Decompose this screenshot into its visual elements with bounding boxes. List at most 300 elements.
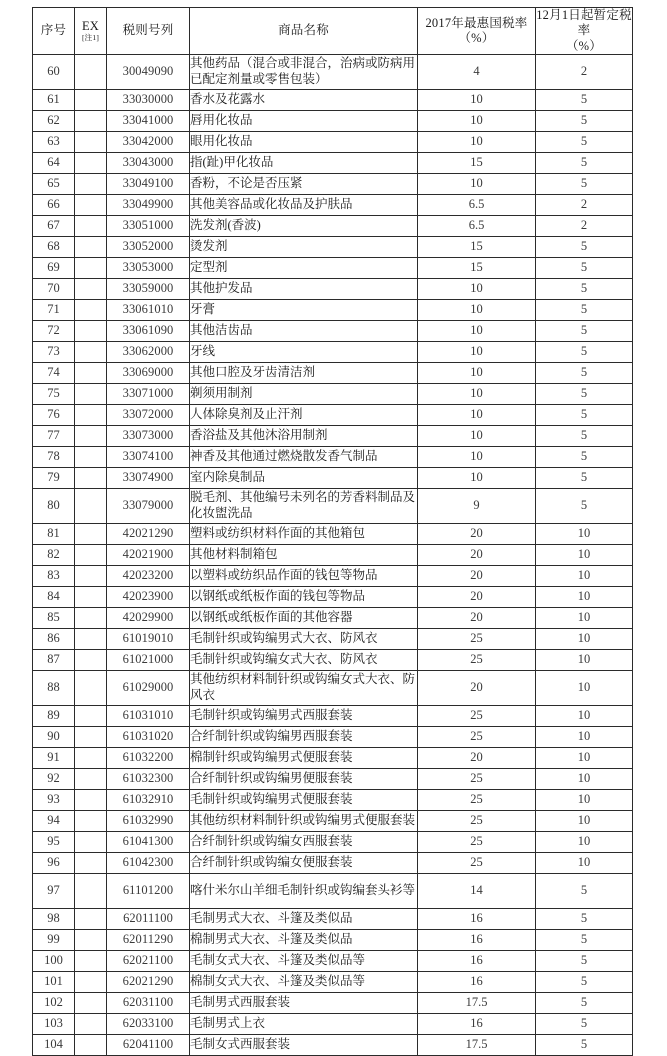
cell-product-name: 棉制男式大衣、斗篷及类似品 [190,929,418,950]
cell-tariff-code: 61032910 [107,789,190,810]
cell-rate-december: 5 [536,257,633,278]
cell-product-name: 洗发剂(香波) [190,215,418,236]
table-row [33,257,633,278]
table-row [33,992,633,1013]
cell-tariff-code: 61029000 [107,670,190,705]
cell-sequence-number: 85 [33,607,75,628]
cell-tariff-code: 33079000 [107,488,190,523]
cell-ex-flag [75,236,107,257]
cell-rate-2017: 10 [418,404,536,425]
cell-rate-december: 10 [536,747,633,768]
cell-tariff-code: 33043000 [107,152,190,173]
cell-rate-december: 5 [536,110,633,131]
cell-rate-december: 10 [536,544,633,565]
table-row [33,950,633,971]
table-row [33,89,633,110]
cell-sequence-number: 87 [33,649,75,670]
cell-ex-flag [75,929,107,950]
cell-product-name: 喀什米尔山羊细毛制针织或钩编套头衫等 [190,873,418,908]
cell-rate-2017: 16 [418,908,536,929]
cell-rate-2017: 10 [418,425,536,446]
cell-rate-2017: 9 [418,488,536,523]
cell-sequence-number: 97 [33,873,75,908]
column-header-seq [33,8,75,55]
cell-tariff-code: 33062000 [107,341,190,362]
table-row [33,54,633,89]
table-row [33,1034,633,1055]
cell-tariff-code: 61042300 [107,852,190,873]
cell-tariff-code: 62011100 [107,908,190,929]
table-row [33,705,633,726]
cell-sequence-number: 92 [33,768,75,789]
cell-tariff-code: 33071000 [107,383,190,404]
cell-ex-flag [75,544,107,565]
table-row [33,565,633,586]
column-header-rate-2017 [418,8,536,55]
cell-product-name: 指(趾)甲化妆品 [190,152,418,173]
cell-ex-flag [75,565,107,586]
cell-rate-2017: 10 [418,341,536,362]
table-row [33,362,633,383]
table-row [33,110,633,131]
cell-ex-flag [75,908,107,929]
cell-rate-2017: 6.5 [418,194,536,215]
cell-product-name: 合纤制针织或钩编男西服套装 [190,726,418,747]
cell-tariff-code: 33053000 [107,257,190,278]
cell-rate-2017: 25 [418,768,536,789]
cell-ex-flag [75,320,107,341]
cell-ex-flag [75,341,107,362]
table-row [33,404,633,425]
cell-product-name: 塑料或纺织材料作面的其他箱包 [190,523,418,544]
cell-rate-december: 5 [536,971,633,992]
cell-product-name: 毛制男式上衣 [190,1013,418,1034]
column-header-code [107,8,190,55]
cell-product-name: 其他纺织材料制针织或钩编男式便服套装 [190,810,418,831]
cell-tariff-code: 33059000 [107,278,190,299]
cell-sequence-number: 94 [33,810,75,831]
cell-sequence-number: 99 [33,929,75,950]
cell-ex-flag [75,607,107,628]
cell-rate-december: 10 [536,607,633,628]
cell-ex-flag [75,523,107,544]
cell-product-name: 其他护发品 [190,278,418,299]
cell-product-name: 脱毛剂、其他编号未列名的芳香料制品及化妆盥洗品 [190,488,418,523]
cell-sequence-number: 78 [33,446,75,467]
cell-rate-2017: 14 [418,873,536,908]
cell-rate-december: 10 [536,670,633,705]
cell-rate-december: 5 [536,320,633,341]
cell-rate-december: 5 [536,488,633,523]
cell-tariff-code: 33041000 [107,110,190,131]
cell-sequence-number: 90 [33,726,75,747]
cell-ex-flag [75,425,107,446]
cell-ex-flag [75,488,107,523]
cell-tariff-code: 33073000 [107,425,190,446]
cell-product-name: 其他纺织材料制针织或钩编女式大衣、防风衣 [190,670,418,705]
cell-tariff-code: 61101200 [107,873,190,908]
cell-rate-december: 5 [536,131,633,152]
table-row [33,467,633,488]
cell-rate-2017: 16 [418,950,536,971]
cell-product-name: 唇用化妆品 [190,110,418,131]
cell-rate-december: 10 [536,586,633,607]
table-row [33,488,633,523]
cell-rate-december: 5 [536,152,633,173]
cell-ex-flag [75,362,107,383]
cell-sequence-number: 101 [33,971,75,992]
cell-sequence-number: 83 [33,565,75,586]
cell-rate-2017: 10 [418,278,536,299]
cell-product-name: 毛制女式大衣、斗篷及类似品等 [190,950,418,971]
cell-tariff-code: 61031010 [107,705,190,726]
cell-rate-december: 10 [536,852,633,873]
cell-rate-december: 10 [536,565,633,586]
cell-product-name: 香粉，不论是否压紧 [190,173,418,194]
cell-rate-2017: 15 [418,152,536,173]
cell-rate-2017: 16 [418,929,536,950]
cell-ex-flag [75,831,107,852]
cell-rate-december: 5 [536,89,633,110]
cell-rate-2017: 20 [418,670,536,705]
cell-ex-flag [75,810,107,831]
cell-sequence-number: 60 [33,54,75,89]
cell-sequence-number: 72 [33,320,75,341]
cell-tariff-code: 61021000 [107,649,190,670]
cell-rate-december: 5 [536,278,633,299]
cell-sequence-number: 103 [33,1013,75,1034]
cell-sequence-number: 65 [33,173,75,194]
cell-tariff-code: 61032300 [107,768,190,789]
cell-rate-december: 5 [536,1034,633,1055]
cell-sequence-number: 95 [33,831,75,852]
cell-sequence-number: 86 [33,628,75,649]
cell-ex-flag [75,586,107,607]
column-header-ex-note: [注1] [81,33,100,43]
column-header-ex-label: EX [81,19,100,34]
cell-ex-flag [75,257,107,278]
cell-rate-december: 5 [536,929,633,950]
cell-ex-flag [75,131,107,152]
table-row [33,194,633,215]
cell-ex-flag [75,747,107,768]
table-row [33,726,633,747]
table-row [33,299,633,320]
column-header-code-label: 税则号列 [122,23,174,38]
cell-ex-flag [75,873,107,908]
cell-ex-flag [75,173,107,194]
cell-sequence-number: 82 [33,544,75,565]
cell-ex-flag [75,110,107,131]
cell-rate-december: 10 [536,789,633,810]
cell-rate-2017: 16 [418,971,536,992]
cell-ex-flag [75,649,107,670]
cell-product-name: 牙膏 [190,299,418,320]
cell-ex-flag [75,194,107,215]
cell-rate-2017: 17.5 [418,992,536,1013]
cell-ex-flag [75,467,107,488]
cell-rate-december: 5 [536,173,633,194]
cell-ex-flag [75,768,107,789]
cell-ex-flag [75,299,107,320]
cell-sequence-number: 71 [33,299,75,320]
cell-ex-flag [75,971,107,992]
cell-rate-december: 5 [536,446,633,467]
cell-product-name: 合纤制针织或钩编女西服套装 [190,831,418,852]
cell-rate-december: 10 [536,831,633,852]
cell-rate-2017: 10 [418,362,536,383]
cell-rate-december: 5 [536,299,633,320]
table-row [33,341,633,362]
cell-ex-flag [75,852,107,873]
cell-rate-december: 5 [536,362,633,383]
cell-sequence-number: 66 [33,194,75,215]
cell-product-name: 烫发剂 [190,236,418,257]
cell-sequence-number: 63 [33,131,75,152]
cell-ex-flag [75,404,107,425]
cell-ex-flag [75,705,107,726]
cell-rate-2017: 20 [418,586,536,607]
cell-tariff-code: 62033100 [107,1013,190,1034]
cell-product-name: 以钢纸或纸板作面的钱包等物品 [190,586,418,607]
cell-sequence-number: 91 [33,747,75,768]
cell-sequence-number: 68 [33,236,75,257]
cell-rate-2017: 20 [418,544,536,565]
table-row [33,908,633,929]
cell-rate-2017: 16 [418,1013,536,1034]
cell-product-name: 其他药品（混合或非混合，治病或防病用已配定剂量或零售包装） [190,54,418,89]
table-row [33,971,633,992]
cell-ex-flag [75,278,107,299]
cell-ex-flag [75,1013,107,1034]
cell-product-name: 室内除臭制品 [190,467,418,488]
cell-product-name: 合纤制针织或钩编女便服套装 [190,852,418,873]
column-header-rate-2017-unit: （%） [458,30,495,45]
cell-sequence-number: 80 [33,488,75,523]
cell-rate-2017: 10 [418,131,536,152]
table-row [33,278,633,299]
table-row [33,152,633,173]
table-row [33,628,633,649]
cell-ex-flag [75,670,107,705]
column-header-ex [75,8,107,55]
cell-sequence-number: 73 [33,341,75,362]
cell-tariff-code: 62041100 [107,1034,190,1055]
cell-tariff-code: 30049090 [107,54,190,89]
column-header-rate-2017-label: 2017年最惠国税率 [425,15,528,30]
cell-rate-december: 5 [536,425,633,446]
cell-product-name: 毛制男式西服套装 [190,992,418,1013]
cell-rate-december: 5 [536,383,633,404]
cell-tariff-code: 33052000 [107,236,190,257]
cell-ex-flag [75,789,107,810]
cell-rate-2017: 25 [418,810,536,831]
table-row [33,607,633,628]
cell-ex-flag [75,54,107,89]
cell-rate-2017: 10 [418,320,536,341]
cell-sequence-number: 75 [33,383,75,404]
cell-sequence-number: 88 [33,670,75,705]
cell-rate-2017: 10 [418,383,536,404]
cell-rate-december: 10 [536,649,633,670]
cell-rate-2017: 25 [418,628,536,649]
column-header-rate-dec [536,8,633,55]
cell-product-name: 其他材料制箱包 [190,544,418,565]
cell-tariff-code: 61032200 [107,747,190,768]
table-row [33,446,633,467]
cell-rate-december: 5 [536,236,633,257]
table-row [33,425,633,446]
cell-tariff-code: 33042000 [107,131,190,152]
cell-rate-december: 10 [536,768,633,789]
cell-rate-2017: 20 [418,747,536,768]
cell-rate-december: 10 [536,628,633,649]
cell-rate-2017: 10 [418,89,536,110]
cell-sequence-number: 74 [33,362,75,383]
cell-tariff-code: 61031020 [107,726,190,747]
cell-rate-2017: 10 [418,299,536,320]
cell-product-name: 合纤制针织或钩编男便服套装 [190,768,418,789]
cell-rate-december: 5 [536,1013,633,1034]
cell-rate-2017: 10 [418,446,536,467]
cell-tariff-code: 42021290 [107,523,190,544]
cell-tariff-code: 33049900 [107,194,190,215]
table-row [33,215,633,236]
cell-rate-2017: 25 [418,852,536,873]
cell-rate-2017: 15 [418,257,536,278]
cell-sequence-number: 61 [33,89,75,110]
cell-product-name: 毛制针织或钩编女式大衣、防风衣 [190,649,418,670]
cell-product-name: 定型剂 [190,257,418,278]
cell-product-name: 剃须用制剂 [190,383,418,404]
cell-product-name: 棉制女式大衣、斗篷及类似品等 [190,971,418,992]
cell-ex-flag [75,992,107,1013]
cell-tariff-code: 42023200 [107,565,190,586]
cell-product-name: 其他洁齿品 [190,320,418,341]
cell-sequence-number: 98 [33,908,75,929]
column-header-rate-dec-label: 12月1日起暂定税率 [536,8,632,38]
column-header-name-label: 商品名称 [278,23,329,38]
table-row [33,649,633,670]
cell-sequence-number: 96 [33,852,75,873]
cell-ex-flag [75,215,107,236]
table-row [33,383,633,404]
cell-rate-2017: 10 [418,173,536,194]
cell-rate-2017: 10 [418,467,536,488]
table-row [33,831,633,852]
cell-rate-december: 10 [536,726,633,747]
cell-product-name: 毛制针织或钩编男式大衣、防风衣 [190,628,418,649]
cell-rate-2017: 25 [418,726,536,747]
cell-ex-flag [75,726,107,747]
cell-sequence-number: 84 [33,586,75,607]
cell-tariff-code: 42029900 [107,607,190,628]
table-row [33,544,633,565]
table-row [33,236,633,257]
cell-sequence-number: 89 [33,705,75,726]
cell-sequence-number: 62 [33,110,75,131]
cell-product-name: 其他口腔及牙齿清洁剂 [190,362,418,383]
cell-tariff-code: 62031100 [107,992,190,1013]
cell-rate-2017: 6.5 [418,215,536,236]
cell-product-name: 毛制针织或钩编男式便服套装 [190,789,418,810]
table-row [33,586,633,607]
table-row [33,852,633,873]
cell-rate-december: 10 [536,523,633,544]
cell-sequence-number: 77 [33,425,75,446]
table-row [33,789,633,810]
cell-rate-december: 5 [536,873,633,908]
cell-product-name: 牙线 [190,341,418,362]
cell-sequence-number: 81 [33,523,75,544]
cell-sequence-number: 69 [33,257,75,278]
cell-tariff-code: 33051000 [107,215,190,236]
cell-tariff-code: 62011290 [107,929,190,950]
cell-product-name: 神香及其他通过燃烧散发香气制品 [190,446,418,467]
tariff-table [32,7,633,1056]
cell-ex-flag [75,383,107,404]
cell-rate-december: 10 [536,705,633,726]
cell-rate-december: 2 [536,215,633,236]
cell-tariff-code: 33030000 [107,89,190,110]
table-row [33,1013,633,1034]
cell-ex-flag [75,628,107,649]
cell-product-name: 毛制男式大衣、斗篷及类似品 [190,908,418,929]
cell-sequence-number: 102 [33,992,75,1013]
cell-rate-december: 5 [536,467,633,488]
cell-sequence-number: 104 [33,1034,75,1055]
cell-product-name: 以钢纸或纸板作面的其他容器 [190,607,418,628]
cell-sequence-number: 76 [33,404,75,425]
cell-ex-flag [75,950,107,971]
cell-product-name: 人体除臭剂及止汗剂 [190,404,418,425]
cell-product-name: 香水及花露水 [190,89,418,110]
cell-tariff-code: 62021290 [107,971,190,992]
cell-sequence-number: 70 [33,278,75,299]
column-header-seq-label: 序号 [40,23,67,38]
cell-tariff-code: 62021100 [107,950,190,971]
cell-ex-flag [75,446,107,467]
cell-product-name: 以塑料或纺织品作面的钱包等物品 [190,565,418,586]
table-row [33,768,633,789]
column-header-rate-dec-unit: （%） [565,38,602,53]
cell-product-name: 其他美容品或化妆品及护肤品 [190,194,418,215]
cell-tariff-code: 33061010 [107,299,190,320]
cell-product-name: 香浴盐及其他沐浴用制剂 [190,425,418,446]
cell-rate-december: 10 [536,810,633,831]
cell-sequence-number: 67 [33,215,75,236]
cell-rate-2017: 20 [418,607,536,628]
table-row [33,873,633,908]
cell-product-name: 棉制针织或钩编男式便服套装 [190,747,418,768]
table-header [33,8,633,55]
table-row [33,320,633,341]
cell-rate-2017: 20 [418,523,536,544]
column-header-name [190,8,418,55]
cell-rate-december: 5 [536,404,633,425]
cell-tariff-code: 61041300 [107,831,190,852]
table-row [33,173,633,194]
cell-tariff-code: 42023900 [107,586,190,607]
cell-tariff-code: 61019010 [107,628,190,649]
cell-product-name: 毛制针织或钩编男式西服套装 [190,705,418,726]
cell-tariff-code: 33074100 [107,446,190,467]
cell-rate-2017: 4 [418,54,536,89]
table-row [33,131,633,152]
cell-rate-december: 5 [536,992,633,1013]
cell-rate-december: 5 [536,950,633,971]
cell-ex-flag [75,152,107,173]
